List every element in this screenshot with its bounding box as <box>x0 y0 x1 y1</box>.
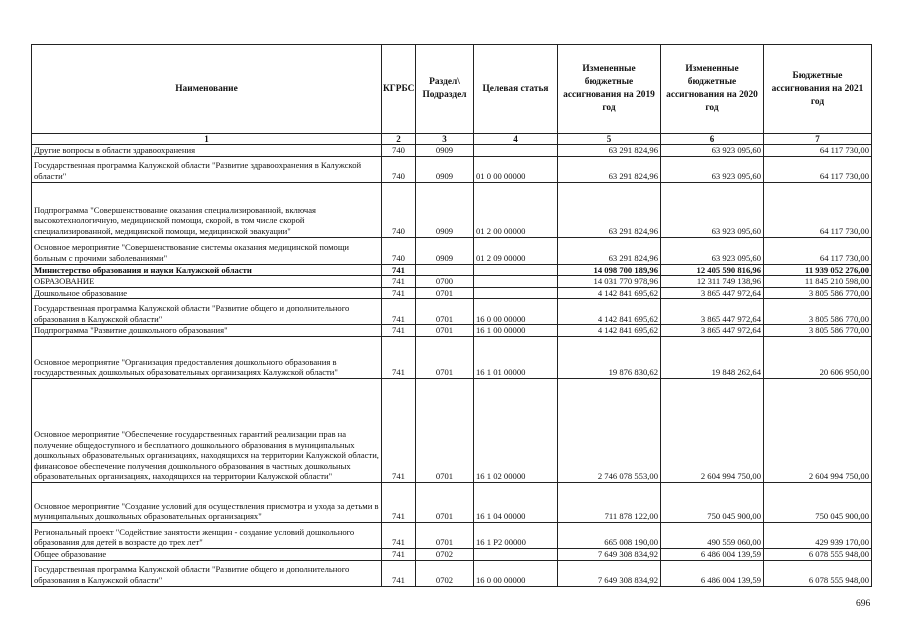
row-amount-2020: 750 045 900,00 <box>661 482 764 522</box>
row-amount-2021: 750 045 900,00 <box>764 482 872 522</box>
table-row <box>32 276 872 288</box>
row-razdel: 0909 <box>416 156 474 182</box>
table-row <box>32 145 872 157</box>
row-kgrbs: 741 <box>382 560 416 586</box>
header-name: Наименование <box>32 45 382 134</box>
row-amount-2021: 6 078 555 948,00 <box>764 560 872 586</box>
row-kgrbs: 741 <box>382 325 416 337</box>
row-target-article: 16 1 00 00000 <box>474 325 558 337</box>
row-kgrbs: 741 <box>382 522 416 548</box>
row-name: ОБРАЗОВАНИЕ <box>32 276 382 288</box>
row-amount-2019: 4 142 841 695,62 <box>558 287 661 299</box>
row-amount-2020: 63 923 095,60 <box>661 145 764 157</box>
row-kgrbs: 741 <box>382 264 416 276</box>
row-amount-2021: 3 805 586 770,00 <box>764 287 872 299</box>
header-target-article: Целевая статья <box>474 45 558 134</box>
table-row <box>32 237 872 264</box>
header-2019: Измененные бюджетные ассигнования на 2019 год <box>558 45 661 134</box>
row-razdel: 0701 <box>416 522 474 548</box>
table-row <box>32 299 872 325</box>
row-amount-2019: 7 649 308 834,92 <box>558 548 661 560</box>
row-kgrbs: 741 <box>382 482 416 522</box>
row-amount-2020: 12 405 590 816,96 <box>661 264 764 276</box>
row-amount-2019: 2 746 078 553,00 <box>558 378 661 482</box>
row-amount-2020: 63 923 095,60 <box>661 156 764 182</box>
row-amount-2019: 4 142 841 695,62 <box>558 299 661 325</box>
row-name: Подпрограмма "Развитие дошкольного образования" <box>32 325 382 337</box>
row-amount-2020: 6 486 004 139,59 <box>661 560 764 586</box>
row-amount-2020: 3 865 447 972,64 <box>661 299 764 325</box>
row-kgrbs: 740 <box>382 156 416 182</box>
table-row <box>32 325 872 337</box>
column-number: 2 <box>382 134 416 145</box>
row-amount-2021: 6 078 555 948,00 <box>764 548 872 560</box>
header-razdel: Раздел\ Подраздел <box>416 45 474 134</box>
row-amount-2019: 711 878 122,00 <box>558 482 661 522</box>
table-row <box>32 264 872 276</box>
row-amount-2019: 4 142 841 695,62 <box>558 325 661 337</box>
row-target-article: 01 2 00 00000 <box>474 182 558 237</box>
page-number: 696 <box>856 599 871 609</box>
budget-table <box>31 44 872 587</box>
row-name: Подпрограмма "Совершенствование оказания специализированной, включая высокотехнологичную, медицинской помощи, скорой, в том числе скорой специализированной, медицинской помощи, медицинской эвакуации" <box>32 182 382 237</box>
row-razdel: 0702 <box>416 548 474 560</box>
row-amount-2019: 19 876 830,62 <box>558 336 661 378</box>
row-target-article: 16 1 04 00000 <box>474 482 558 522</box>
row-kgrbs: 741 <box>382 276 416 288</box>
row-target-article <box>474 287 558 299</box>
column-number-row <box>32 134 872 145</box>
row-name: Другие вопросы в области здравоохранения <box>32 145 382 157</box>
header-2021: Бюджетные ассигнования на 2021 год <box>764 45 872 134</box>
row-amount-2019: 63 291 824,96 <box>558 182 661 237</box>
row-razdel: 0909 <box>416 145 474 157</box>
row-amount-2020: 490 559 060,00 <box>661 522 764 548</box>
row-amount-2020: 12 311 749 138,96 <box>661 276 764 288</box>
row-amount-2020: 63 923 095,60 <box>661 182 764 237</box>
row-amount-2021: 64 117 730,00 <box>764 182 872 237</box>
row-amount-2020: 2 604 994 750,00 <box>661 378 764 482</box>
table-body <box>32 145 872 587</box>
row-target-article: 16 1 P2 00000 <box>474 522 558 548</box>
row-amount-2020: 63 923 095,60 <box>661 237 764 264</box>
row-razdel <box>416 264 474 276</box>
row-amount-2020: 3 865 447 972,64 <box>661 325 764 337</box>
row-name: Основное мероприятие "Организация предоставления дошкольного образования в государственных дошкольных образовательных организациях Калужской области" <box>32 336 382 378</box>
row-target-article: 16 0 00 00000 <box>474 299 558 325</box>
row-target-article <box>474 264 558 276</box>
header-row <box>32 45 872 134</box>
row-target-article <box>474 276 558 288</box>
row-razdel: 0701 <box>416 287 474 299</box>
row-kgrbs: 741 <box>382 336 416 378</box>
column-number: 5 <box>558 134 661 145</box>
row-amount-2021: 64 117 730,00 <box>764 145 872 157</box>
column-number: 6 <box>661 134 764 145</box>
row-amount-2021: 429 939 170,00 <box>764 522 872 548</box>
row-amount-2020: 3 865 447 972,64 <box>661 287 764 299</box>
row-razdel: 0701 <box>416 299 474 325</box>
row-name: Основное мероприятие "Создание условий для осуществления присмотра и ухода за детьми в муниципальных дошкольных образовательных организациях" <box>32 482 382 522</box>
header-kgrbs: КГРБС <box>382 45 416 134</box>
row-target-article: 01 2 09 00000 <box>474 237 558 264</box>
row-target-article: 16 1 01 00000 <box>474 336 558 378</box>
table-row <box>32 182 872 237</box>
row-amount-2019: 7 649 308 834,92 <box>558 560 661 586</box>
row-target-article: 16 0 00 00000 <box>474 560 558 586</box>
column-number: 1 <box>32 134 382 145</box>
row-amount-2021: 11 845 210 598,00 <box>764 276 872 288</box>
row-name: Государственная программа Калужской области "Развитие здравоохранения в Калужской области" <box>32 156 382 182</box>
row-kgrbs: 741 <box>382 378 416 482</box>
table-row <box>32 287 872 299</box>
row-target-article: 16 1 02 00000 <box>474 378 558 482</box>
row-amount-2019: 63 291 824,96 <box>558 145 661 157</box>
row-razdel: 0700 <box>416 276 474 288</box>
row-amount-2019: 63 291 824,96 <box>558 156 661 182</box>
row-razdel: 0702 <box>416 560 474 586</box>
table-row <box>32 560 872 586</box>
row-razdel: 0701 <box>416 336 474 378</box>
row-amount-2019: 665 008 190,00 <box>558 522 661 548</box>
column-number: 3 <box>416 134 474 145</box>
row-amount-2021: 64 117 730,00 <box>764 156 872 182</box>
row-amount-2021: 3 805 586 770,00 <box>764 299 872 325</box>
table-row <box>32 522 872 548</box>
row-target-article: 01 0 00 00000 <box>474 156 558 182</box>
row-amount-2021: 11 939 052 276,00 <box>764 264 872 276</box>
row-amount-2021: 64 117 730,00 <box>764 237 872 264</box>
table-row <box>32 548 872 560</box>
table-row <box>32 336 872 378</box>
table-row <box>32 482 872 522</box>
row-kgrbs: 741 <box>382 548 416 560</box>
row-name: Министерство образования и науки Калужской области <box>32 264 382 276</box>
row-name: Государственная программа Калужской области "Развитие общего и дополнительного образования в Калужской области" <box>32 560 382 586</box>
row-amount-2019: 63 291 824,96 <box>558 237 661 264</box>
row-amount-2019: 14 031 770 978,96 <box>558 276 661 288</box>
row-name: Общее образование <box>32 548 382 560</box>
row-name: Региональный проект "Содействие занятости женщин - создание условий дошкольного образования для детей в возрасте до трех лет" <box>32 522 382 548</box>
row-razdel: 0701 <box>416 378 474 482</box>
column-number: 7 <box>764 134 872 145</box>
row-kgrbs: 741 <box>382 299 416 325</box>
row-amount-2021: 20 606 950,00 <box>764 336 872 378</box>
row-amount-2020: 6 486 004 139,59 <box>661 548 764 560</box>
row-kgrbs: 740 <box>382 182 416 237</box>
table-row <box>32 156 872 182</box>
row-name: Основное мероприятие "Обеспечение государственных гарантий реализации прав на получение общедоступного и бесплатного дошкольного образования в муниципальных дошкольных образовательных организациях, находящихся на территории Калужской области, финансовое обеспечение получения дошкольного образования в частных дошкольных образовательных организациях, находящихся на территории Калужской области" <box>32 378 382 482</box>
row-amount-2019: 14 098 700 189,96 <box>558 264 661 276</box>
row-razdel: 0701 <box>416 482 474 522</box>
row-razdel: 0909 <box>416 237 474 264</box>
row-amount-2021: 2 604 994 750,00 <box>764 378 872 482</box>
row-kgrbs: 741 <box>382 287 416 299</box>
row-kgrbs: 740 <box>382 237 416 264</box>
row-razdel: 0701 <box>416 325 474 337</box>
row-target-article <box>474 145 558 157</box>
column-number: 4 <box>474 134 558 145</box>
row-name: Государственная программа Калужской области "Развитие общего и дополнительного образования в Калужской области" <box>32 299 382 325</box>
row-name: Дошкольное образование <box>32 287 382 299</box>
table-row <box>32 378 872 482</box>
row-name: Основное мероприятие "Совершенствование системы оказания медицинской помощи больным с прочими заболеваниями" <box>32 237 382 264</box>
header-2020: Измененные бюджетные ассигнования на 2020 год <box>661 45 764 134</box>
row-razdel: 0909 <box>416 182 474 237</box>
row-kgrbs: 740 <box>382 145 416 157</box>
row-amount-2020: 19 848 262,64 <box>661 336 764 378</box>
row-amount-2021: 3 805 586 770,00 <box>764 325 872 337</box>
row-target-article <box>474 548 558 560</box>
